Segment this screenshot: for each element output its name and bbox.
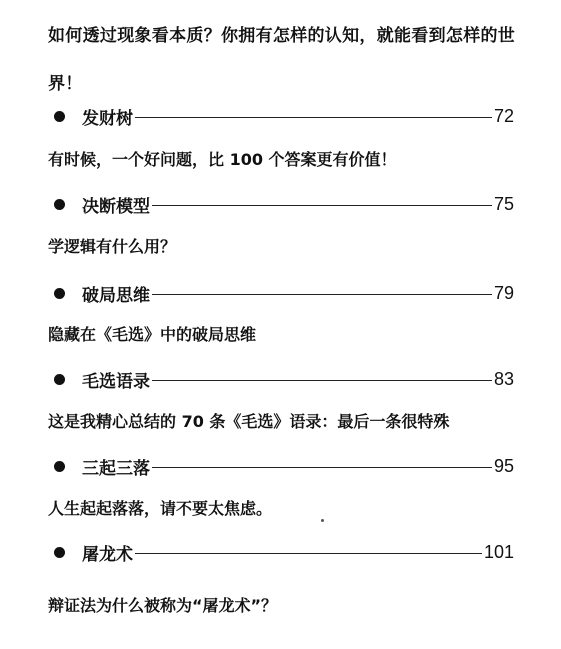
toc-page-number: 101 [483,541,514,562]
bullet-icon [54,374,65,385]
toc-entry [48,280,514,306]
toc-entry-description: 学逻辑有什么用？ [48,237,177,256]
toc-entry-description: 这是我精心总结的 70 条《毛选》语录：最后一条很特殊 [48,412,450,431]
dot-leader [135,117,492,118]
toc-entry-title: 屠龙术 [82,544,133,565]
toc-entry-title: 三起三落 [82,458,150,479]
toc-entry-title: 决断模型 [82,196,150,217]
dot-leader [152,467,492,468]
toc-entry-description: 辩证法为什么被称为“屠龙术”？ [48,596,278,615]
dot-leader [152,380,492,381]
toc-page-number: 79 [493,282,514,303]
toc-entry [48,539,514,565]
intro-paragraph: 如何透过现象看本质？你拥有怎样的认知，就能看到怎样的世界！ [48,26,516,94]
dot-leader [135,553,482,554]
toc-entry-description: 隐藏在《毛选》中的破局思维 [48,325,257,344]
toc-entry [48,366,514,392]
toc-entry [48,191,514,217]
dot-leader [152,294,492,295]
toc-entry-description: 有时候，一个好问题，比 100 个答案更有价值！ [48,150,397,169]
bullet-icon [54,461,65,472]
toc-entry-description: 人生起起落落，请不要太焦虑。 [48,499,273,518]
toc-entry-title: 毛选语录 [82,371,150,392]
toc-entry-title: 破局思维 [82,285,150,306]
bullet-icon [54,547,65,558]
bullet-icon [54,288,65,299]
toc-page-number: 72 [493,105,514,126]
bullet-icon [54,199,65,210]
toc-entry-title: 发财树 [82,108,133,129]
toc-page-number: 95 [493,455,514,476]
dot-leader [152,205,492,206]
toc-page-number: 75 [493,193,514,214]
scan-speck [321,519,324,522]
toc-page-number: 83 [493,368,514,389]
toc-entry [48,453,514,479]
bullet-icon [54,111,65,122]
toc-entry [48,103,514,129]
